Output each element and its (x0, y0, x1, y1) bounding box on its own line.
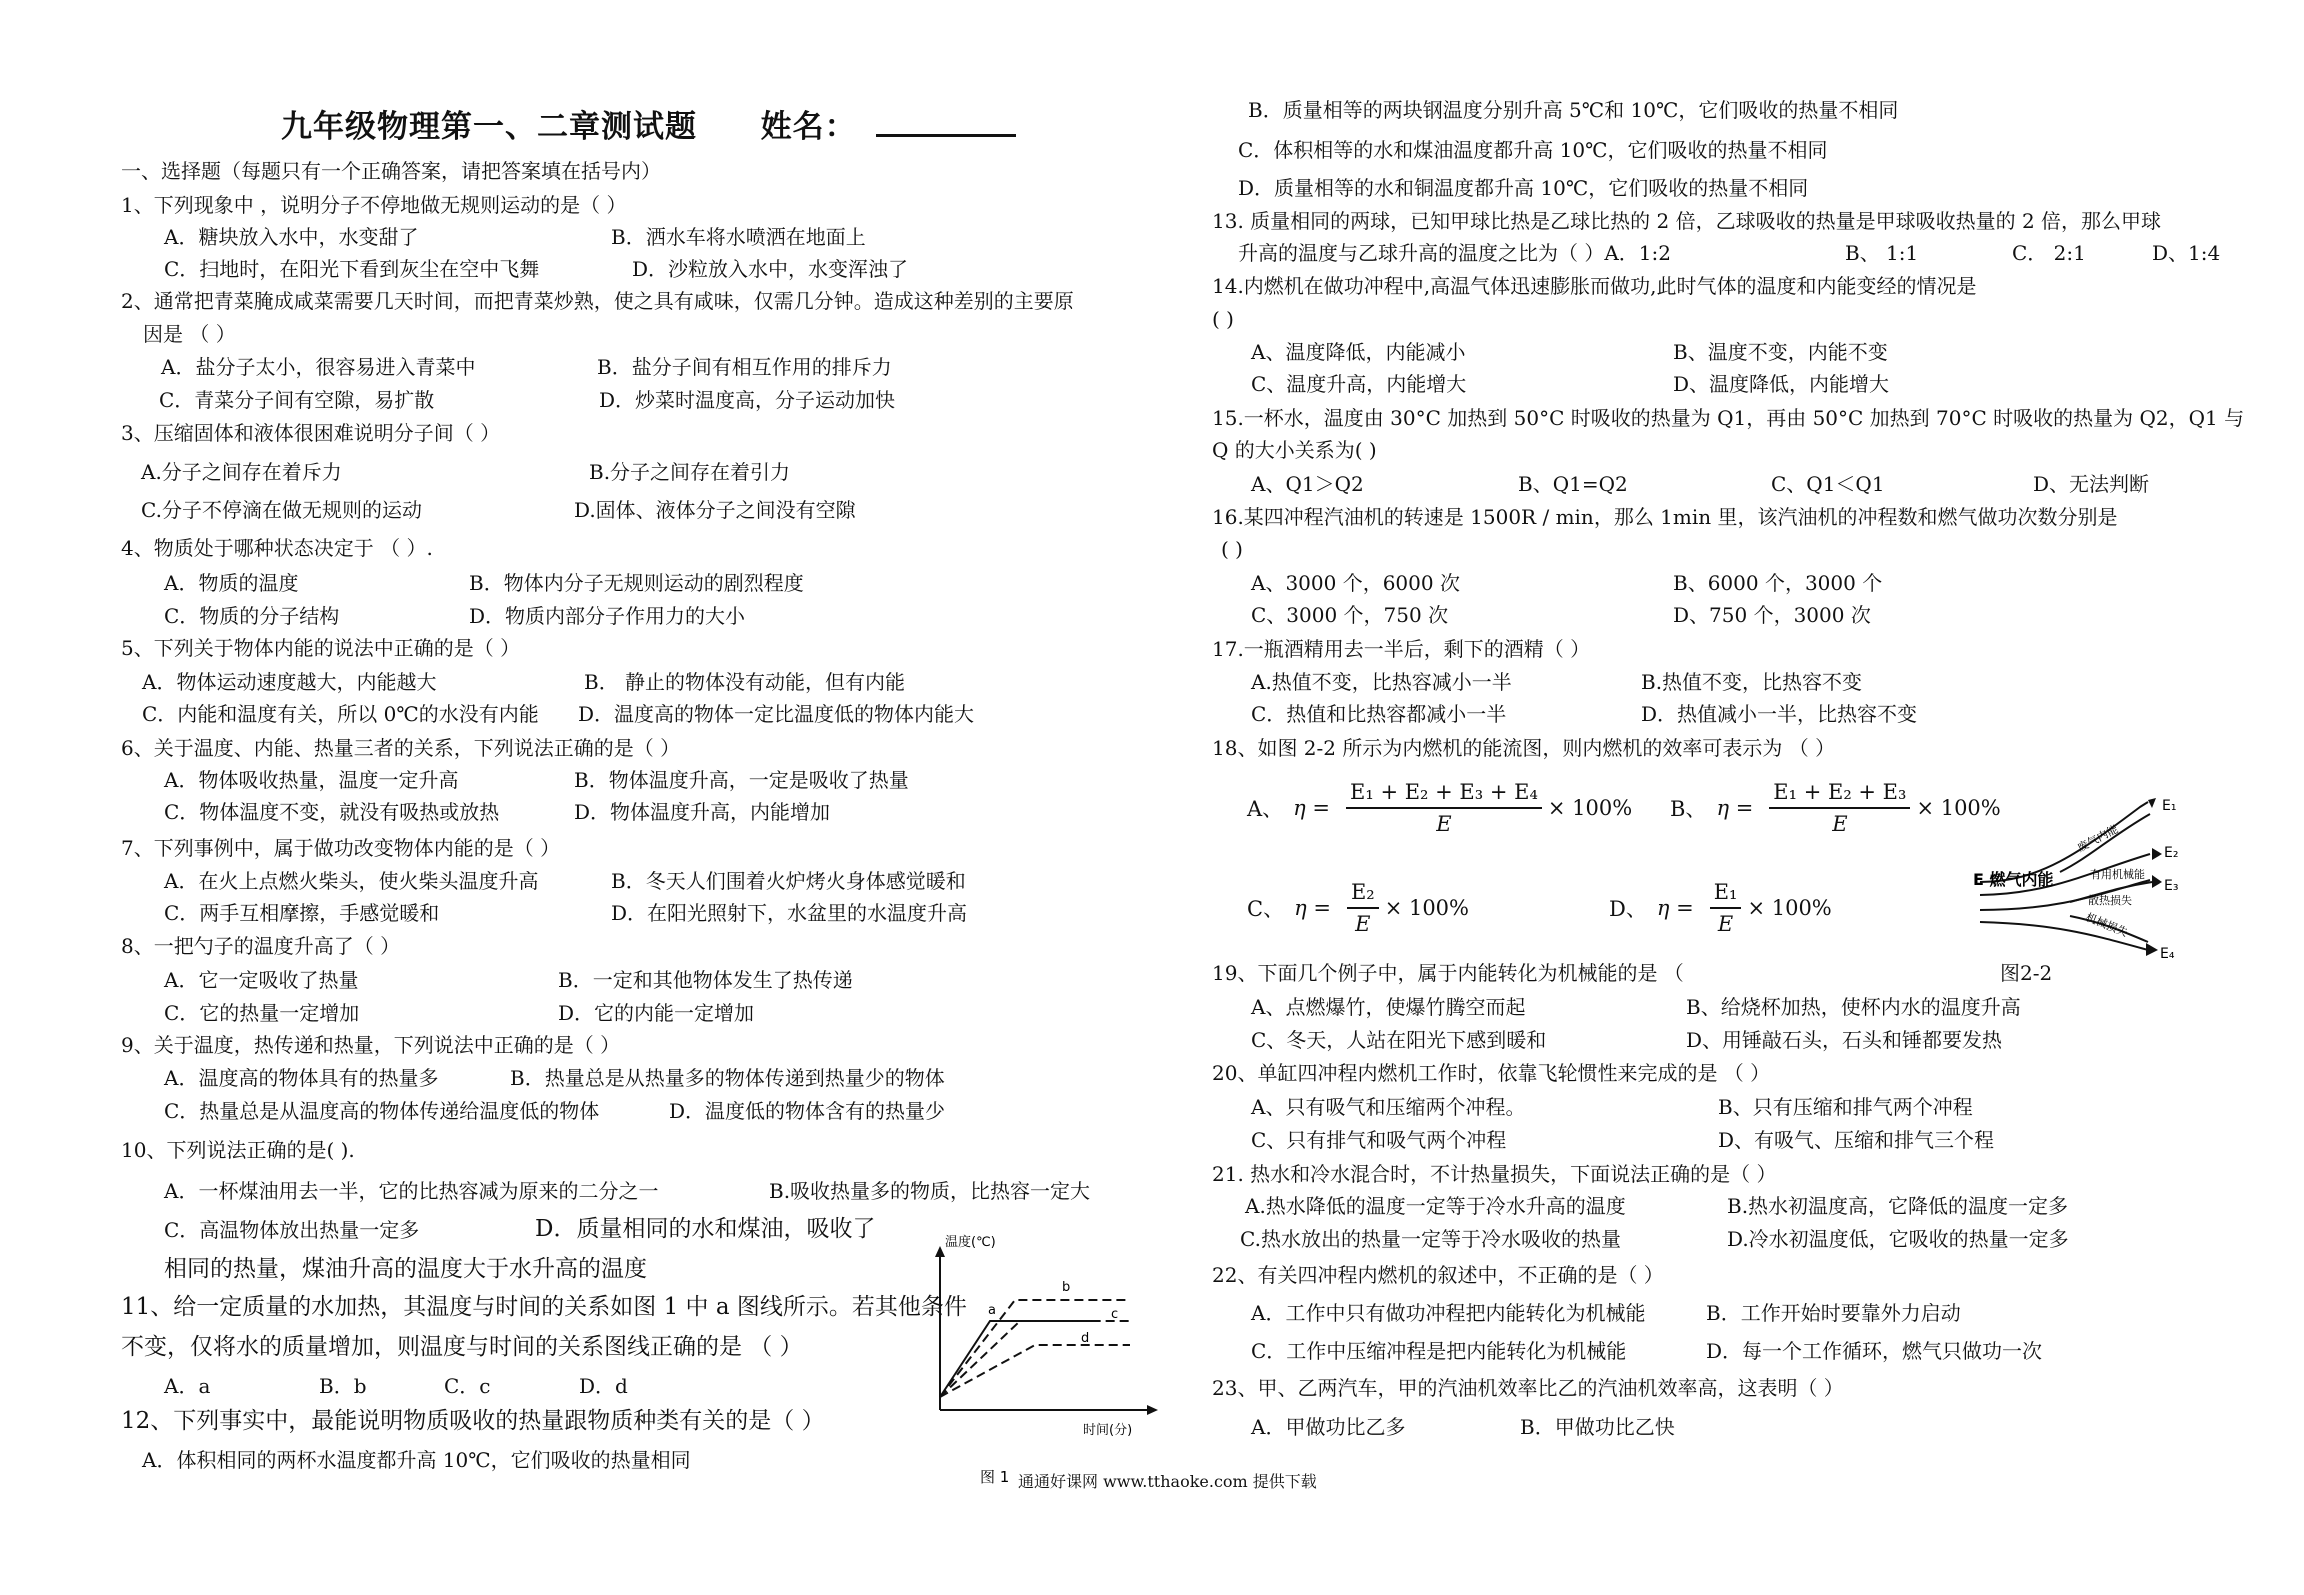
q23-stem: 23、甲、乙两汽车，甲的汽油机效率比乙的汽油机效率高，这表明（ ） (1212, 1376, 1844, 1400)
q20-option-a: A、只有吸气和压缩两个冲程。 (1251, 1095, 1526, 1119)
q20-option-d: D、有吸气、压缩和排气三个程 (1718, 1128, 1995, 1152)
q14-stem-line1: 14.内燃机在做功冲程中,高温气体迅速膨胀而做功,此时气体的温度和内能变经的情况是 (1212, 274, 1977, 298)
q18-b-eta: η = (1716, 796, 1754, 820)
q8-option-c: C．它的热量一定增加 (164, 1001, 360, 1025)
q18-c-eta: η = (1294, 896, 1331, 920)
q15-stem-line1: 15.一杯水，温度由 30°C 加热到 50°C 时吸收的热量为 Q1，再由 50°C 加热到 70°C 时吸收的热量为 Q2，Q1 与 (1212, 406, 2245, 430)
q10-option-d-cont: 相同的热量，煤油升高的温度大于水升高的温度 (164, 1256, 647, 1282)
q8-option-a: A．它一定吸收了热量 (164, 968, 359, 992)
fig1-ylabel: 温度(℃) (945, 1235, 996, 1250)
q18-option-c (1247, 880, 1469, 936)
q11-stem-line2: 不变，仅将水的质量增加，则温度与时间的关系图线正确的是 （ ） (121, 1334, 803, 1360)
q17-option-a: A.热值不变，比热容减小一半 (1251, 670, 1512, 694)
fig1-x-arrow (1147, 1405, 1158, 1415)
q10-option-c: C．高温物体放出热量一定多 (164, 1218, 420, 1242)
q20-option-b: B、只有压缩和排气两个冲程 (1718, 1095, 1973, 1119)
q10-option-d: D．质量相同的水和煤油，吸收了 (535, 1216, 876, 1242)
q18-a-numerator: E₁ + E₂ + E₃ + E₄ (1346, 780, 1542, 809)
fig1-label-d: d (1081, 1331, 1090, 1346)
q18-d-numerator: E₁ (1710, 880, 1742, 909)
q23-option-b: B．甲做功比乙快 (1520, 1415, 1675, 1439)
q9-option-a: A．温度高的物体具有的热量多 (164, 1066, 439, 1090)
q2-option-b: B．盐分子间有相互作用的排斥力 (597, 355, 892, 379)
q18-stem: 18、如图 2-2 所示为内燃机的能流图，则内燃机的效率可表示为 （ ） (1212, 736, 1836, 760)
fig22-arrow-3 (2152, 875, 2162, 888)
q4-option-a: A．物质的温度 (164, 571, 299, 595)
q2-stem-line1: 2、通常把青菜腌成咸菜需要几天时间，而把青菜炒熟，使之具有咸味，仅需几分钟。造成这种差别的主要原 (121, 289, 1074, 313)
q14-option-b: B、温度不变，内能不变 (1673, 340, 1888, 364)
q18-option-d (1609, 880, 1832, 936)
q13-option-d: D、1:4 (2152, 241, 2221, 265)
figure-2-2 (1970, 782, 2200, 962)
q1-stem: 1、下列现象中 ，说明分子不停地做无规则运动的是（ ） (121, 193, 627, 217)
q12-option-b: B．质量相等的两块钢温度分别升高 5℃和 10℃，它们吸收的热量不相同 (1248, 98, 1899, 122)
q19-option-b: B、给烧杯加热，使杯内水的温度升高 (1686, 995, 2021, 1019)
q18-d-percent: × 100% (1747, 896, 1832, 920)
fig22-band-1 (2060, 814, 2150, 872)
q18-d-eta: η = (1656, 896, 1694, 920)
q8-option-d: D．它的内能一定增加 (558, 1001, 755, 1025)
fig1-label-a: a (988, 1303, 996, 1318)
q13-option-c: C． 2:1 (2012, 241, 2086, 265)
q18-option-a (1247, 780, 1632, 836)
q22-option-c: C．工作中压缩冲程是把内能转化为机械能 (1251, 1339, 1627, 1363)
fig22-band-label-4: 机械损失 (2083, 910, 2130, 940)
page-title (281, 108, 1016, 143)
q10-stem: 10、下列说法正确的是( ). (121, 1138, 355, 1162)
q1-option-a: A．糖块放入水中，水变甜了 (164, 225, 419, 249)
q18-c-numerator: E₂ (1347, 880, 1379, 909)
fig1-label-b: b (1062, 1280, 1071, 1295)
q5-stem: 5、下列关于物体内能的说法中正确的是（ ） (121, 636, 521, 660)
q15-option-d: D、无法判断 (2033, 472, 2150, 496)
q1-option-c: C．扫地时，在阳光下看到灰尘在空中飞舞 (164, 257, 540, 281)
q4-stem: 4、物质处于哪种状态决定于 （ ）. (121, 536, 433, 560)
q9-option-d: D．温度低的物体含有的热量少 (669, 1099, 946, 1123)
q4-option-b: B．物体内分子无规则运动的剧烈程度 (469, 571, 804, 595)
q21-option-a: A.热水降低的温度一定等于冷水升高的温度 (1245, 1194, 1626, 1218)
q21-option-b: B.热水初温度高，它降低的温度一定多 (1727, 1194, 2069, 1218)
fig22-band-label-1: 废气内能 (2075, 822, 2121, 855)
q18-c-label: C、 (1247, 897, 1285, 921)
q12-option-c: C．体积相等的水和煤油温度都升高 10℃，它们吸收的热量不相同 (1238, 138, 1828, 162)
q8-stem: 8、一把勺子的温度升高了（ ） (121, 934, 401, 958)
q12-option-d: D．质量相等的水和铜温度都升高 10℃，它们吸收的热量不相同 (1238, 176, 1809, 200)
q7-option-d: D．在阳光照射下，水盆里的水温度升高 (611, 901, 968, 925)
q18-c-percent: × 100% (1384, 896, 1469, 920)
q19-option-c: C、冬天，人站在阳光下感到暖和 (1251, 1028, 1547, 1052)
q21-option-c: C.热水放出的热量一定等于冷水吸收的热量 (1240, 1227, 1621, 1251)
q3-option-d: D.固体、液体分子之间没有空隙 (574, 498, 856, 522)
q12-option-a: A．体积相同的两杯水温度都升高 10℃，它们吸收的热量相同 (142, 1448, 691, 1472)
q20-option-c: C、只有排气和吸气两个冲程 (1251, 1128, 1507, 1152)
fig22-arrow-4 (2146, 943, 2158, 956)
fig22-band-label-2: 有用机械能 (2090, 868, 2145, 881)
q17-option-c: C．热值和比热容都减小一半 (1251, 702, 1507, 726)
fig22-e2: E₂ (2164, 845, 2179, 861)
q10-option-a: A．一杯煤油用去一半，它的比热容减为原来的二分之一 (164, 1179, 659, 1203)
q21-stem: 21. 热水和冷水混合时，不计热量损失，下面说法正确的是（ ） (1212, 1162, 1777, 1186)
fig22-source-label: E 燃气内能 (1973, 870, 2054, 889)
q18-a-label: A、 (1247, 797, 1284, 821)
q18-d-denominator: E (1717, 912, 1734, 936)
q7-option-b: B．冬天人们围着火炉烤火身体感觉暖和 (611, 869, 966, 893)
q11-option-c: C．c (444, 1374, 491, 1398)
q19-stem: 19、下面几个例子中，属于内能转化为机械能的是 （ (1212, 961, 1684, 985)
q7-option-c: C．两手互相摩擦，手感觉暖和 (164, 901, 440, 925)
q22-option-b: B．工作开始时要靠外力启动 (1706, 1301, 1961, 1325)
q22-option-d: D．每一个工作循环，燃气只做功一次 (1706, 1339, 2043, 1363)
q14-option-d: D、温度降低，内能增大 (1673, 372, 1890, 396)
q5-option-a: A．物体运动速度越大，内能越大 (142, 670, 437, 694)
q18-a-percent: × 100% (1547, 796, 1633, 820)
q11-option-a: A．a (164, 1374, 211, 1398)
q18-option-b (1670, 780, 2001, 836)
q6-stem: 6、关于温度、内能、热量三者的关系，下列说法正确的是（ ） (121, 736, 681, 760)
q17-option-d: D．热值减小一半，比热容不变 (1641, 702, 1918, 726)
q18-a-eta: η = (1293, 796, 1331, 820)
q18-b-label: B、 (1670, 797, 1707, 821)
q4-option-c: C．物质的分子结构 (164, 604, 340, 628)
q6-option-a: A．物体吸收热量，温度一定升高 (164, 768, 459, 792)
q20-stem: 20、单缸四冲程内燃机工作时，依靠飞轮惯性来完成的是 （ ） (1212, 1061, 1771, 1085)
name-label: 姓名： (760, 109, 857, 145)
q15-stem-line2: Q 的大小关系为( ) (1212, 438, 1377, 462)
fig22-arrow-1 (2148, 798, 2156, 808)
q18-b-denominator: E (1832, 812, 1848, 836)
fig22-arrow-2 (2152, 848, 2162, 860)
q8-option-b: B．一定和其他物体发生了热传递 (558, 968, 853, 992)
q12-stem: 12、下列事实中，最能说明物质吸收的热量跟物质种类有关的是（ ） (121, 1408, 825, 1434)
q7-option-a: A．在火上点燃火柴头，使火柴头温度升高 (164, 869, 539, 893)
q2-option-a: A．盐分子太小，很容易进入青菜中 (161, 355, 476, 379)
q3-option-a: A.分子之间存在着斥力 (141, 460, 342, 484)
q5-option-d: D．温度高的物体一定比温度低的物体内能大 (578, 702, 975, 726)
q16-option-a: A、3000 个，6000 次 (1251, 571, 1460, 595)
name-blank (876, 108, 1016, 137)
q2-stem-line2: 因是 （ ） (143, 322, 236, 346)
q2-option-d: D．炒菜时温度高，分子运动加快 (599, 388, 896, 412)
q13-stem-line2: 升高的温度与乙球升高的温度之比为（ ）A．1:2 (1238, 241, 1671, 265)
section-heading: 一、选择题（每题只有一个正确答案，请把答案填在括号内） (121, 159, 661, 183)
q11-stem-line1: 11、给一定质量的水加热，其温度与时间的关系如图 1 中 a 图线所示。若其他条件 (121, 1294, 967, 1320)
fig1-caption: 图 1 (980, 1468, 1010, 1486)
q16-stem-line2: ( ) (1221, 537, 1243, 561)
q7-stem: 7、下列事例中，属于做功改变物体内能的是（ ） (121, 836, 561, 860)
q16-option-d: D、750 个，3000 次 (1673, 603, 1871, 627)
fig22-e1: E₁ (2162, 798, 2177, 814)
q19-option-d: D、用锤敲石头，石头和锤都要发热 (1686, 1028, 2003, 1052)
fig22-band-label-3: 散热损失 (2088, 894, 2132, 907)
q22-stem: 22、有关四冲程内燃机的叙述中，不正确的是（ ） (1212, 1263, 1664, 1287)
q16-option-b: B、6000 个，3000 个 (1673, 571, 1883, 595)
q3-option-c: C.分子不停滴在做无规则的运动 (141, 498, 422, 522)
q18-b-numerator: E₁ + E₂ + E₃ (1769, 780, 1910, 809)
q2-option-c: C．青菜分子间有空隙，易扩散 (159, 388, 435, 412)
q18-b-percent: × 100% (1916, 796, 2001, 820)
title-text: 九年级物理第一、二章测试题 (281, 109, 697, 145)
q11-option-d: D．d (579, 1374, 628, 1398)
q6-option-b: B．物体温度升高，一定是吸收了热量 (574, 768, 909, 792)
q19-option-a: A、点燃爆竹，使爆竹腾空而起 (1251, 995, 1526, 1019)
q5-option-b: B． 静止的物体没有动能，但有内能 (584, 670, 906, 694)
q5-option-c: C．内能和温度有关，所以 0℃的水没有内能 (142, 702, 539, 726)
q14-stem-line2: ( ) (1212, 307, 1234, 331)
fig22-caption: 图2-2 (2000, 961, 2053, 985)
footer-text: 通通好课网 www.tthaoke.com 提供下载 (1018, 1472, 1317, 1491)
q9-option-b: B．热量总是从热量多的物体传递到热量少的物体 (510, 1066, 945, 1090)
q4-option-d: D．物质内部分子作用力的大小 (469, 604, 746, 628)
q15-option-b: B、Q1=Q2 (1518, 472, 1628, 496)
q6-option-c: C．物体温度不变，就没有吸热或放热 (164, 800, 500, 824)
q6-option-d: D．物体温度升高，内能增加 (574, 800, 831, 824)
q1-option-b: B．洒水车将水喷洒在地面上 (611, 225, 866, 249)
fig1-y-arrow (935, 1246, 945, 1257)
fig1-label-c: c (1111, 1307, 1119, 1322)
q21-option-d: D.冷水初温度低，它吸收的热量一定多 (1727, 1227, 2069, 1251)
figure-1 (925, 1232, 1160, 1502)
q13-option-b: B、 1:1 (1845, 241, 1919, 265)
q18-d-label: D、 (1609, 897, 1647, 921)
fig22-e4: E₄ (2160, 946, 2175, 962)
q16-stem-line1: 16.某四冲程汽油机的转速是 1500R / min，那么 1min 里，该汽油机的冲程数和燃气做功次数分别是 (1212, 505, 2118, 529)
q17-stem: 17.一瓶酒精用去一半后，剩下的酒精（ ） (1212, 637, 1591, 661)
fig1-line-a (940, 1321, 1093, 1397)
q15-option-a: A、Q1＞Q2 (1251, 472, 1364, 496)
q3-stem: 3、压缩固体和液体很困难说明分子间（ ） (121, 421, 501, 445)
q14-option-c: C、温度升高，内能增大 (1251, 372, 1467, 396)
q18-a-denominator: E (1436, 812, 1452, 836)
q23-option-a: A．甲做功比乙多 (1251, 1415, 1406, 1439)
q15-option-c: C、Q1＜Q1 (1771, 472, 1885, 496)
q10-option-b: B.吸收热量多的物质，比热容一定大 (769, 1179, 1091, 1203)
fig22-e3: E₃ (2164, 878, 2179, 894)
q16-option-c: C、3000 个，750 次 (1251, 603, 1449, 627)
q22-option-a: A．工作中只有做功冲程把内能转化为机械能 (1251, 1301, 1646, 1325)
q3-option-b: B.分子之间存在着引力 (589, 460, 791, 484)
fig1-xlabel: 时间(分) (1083, 1423, 1133, 1438)
q1-option-d: D．沙粒放入水中，水变浑浊了 (632, 257, 909, 281)
q14-option-a: A、温度降低，内能减小 (1251, 340, 1466, 364)
q9-option-c: C．热量总是从温度高的物体传递给温度低的物体 (164, 1099, 600, 1123)
q13-stem-line1: 13. 质量相同的两球，已知甲球比热是乙球比热的 2 倍，乙球吸收的热量是甲球吸收热量的 2 倍，那么甲球 (1212, 209, 2162, 233)
q9-stem: 9、关于温度，热传递和热量，下列说法中正确的是（ ） (121, 1033, 621, 1057)
q17-option-b: B.热值不变，比热容不变 (1641, 670, 1863, 694)
q18-c-denominator: E (1355, 912, 1371, 936)
q11-option-b: B．b (319, 1374, 367, 1398)
